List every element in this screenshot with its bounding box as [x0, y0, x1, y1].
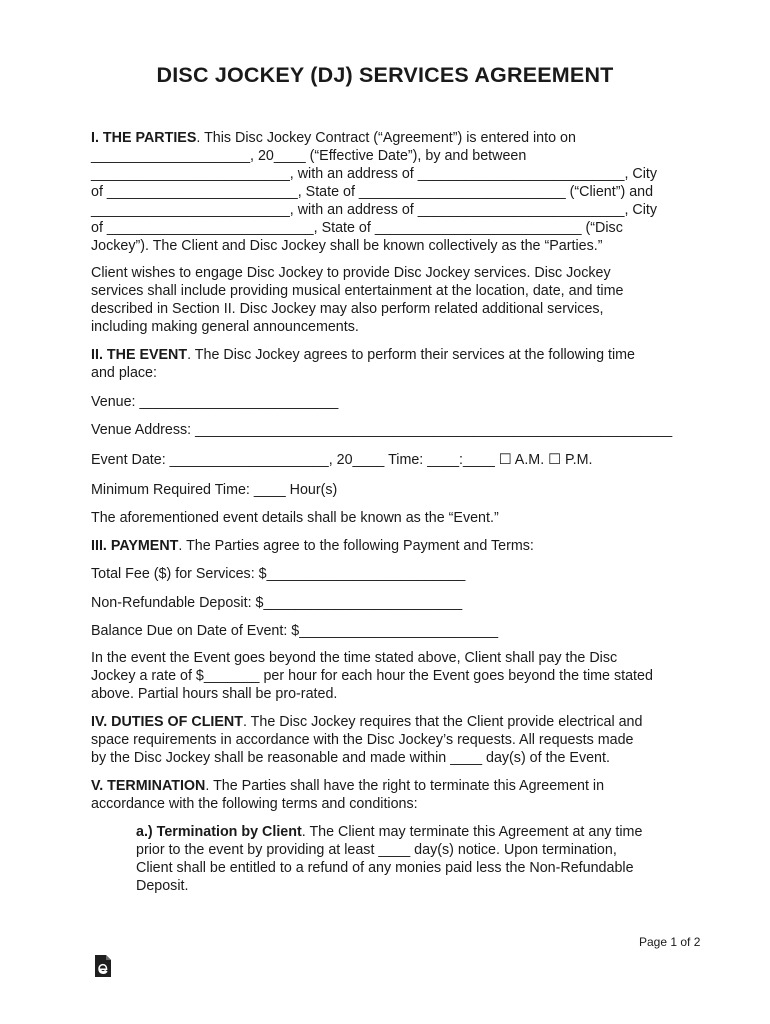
parties-line-7: Jockey”). The Client and Disc Jockey shall be known collectively as the “Parties.” [91, 238, 603, 254]
section-heading-payment: III. PAYMENT [91, 538, 179, 554]
balance-due-field: Balance Due on Date of Event: $_________________________ [91, 623, 499, 639]
subsection-heading-termination-client: a.) Termination by Client [136, 824, 302, 840]
duties-line-3: by the Disc Jockey shall be reasonable and made within ____ day(s) of the Event. [91, 750, 610, 766]
overtime-line-2: Jockey a rate of $_______ per hour for each hour the Event goes beyond the time stated [91, 668, 653, 684]
parties-line-4: of ________________________, State of __________________________ (“Client”) and [91, 184, 654, 200]
termination-client-line-3: Client shall be entitled to a refund of any monies paid less the Non-Refundable [136, 860, 634, 876]
deposit-field: Non-Refundable Deposit: $_________________________ [91, 595, 463, 611]
duties-line-1: IV. DUTIES OF CLIENT. The Disc Jockey requires that the Client provide electrical and [91, 714, 643, 730]
event-line-1: II. THE EVENT. The Disc Jockey agrees to perform their services at the following time [91, 347, 636, 363]
services-line-4: including making general announcements. [91, 319, 359, 335]
section-heading-event: II. THE EVENT [91, 347, 188, 363]
document-title: DISC JOCKEY (DJ) SERVICES AGREEMENT [156, 63, 614, 87]
termination-line-2: accordance with the following terms and conditions: [91, 796, 418, 812]
parties-line-3: _________________________, with an address of __________________________, City [91, 166, 658, 182]
event-definition: The aforementioned event details shall be known as the “Event.” [91, 510, 499, 526]
parties-line-5: _________________________, with an address of __________________________, City [91, 202, 658, 218]
termination-line-1: V. TERMINATION. The Parties shall have the right to terminate this Agreement in [91, 778, 605, 794]
overtime-line-1: In the event the Event goes beyond the time stated above, Client shall pay the Disc [91, 650, 618, 666]
parties-line-1: I. THE PARTIES. This Disc Jockey Contract (“Agreement”) is entered into on [91, 130, 576, 146]
section-heading-duties: IV. DUTIES OF CLIENT [91, 714, 243, 730]
termination-client-line-2: prior to the event by providing at least ____ day(s) notice. Upon termination, [136, 842, 617, 858]
total-fee-field: Total Fee ($) for Services: $_________________________ [91, 566, 466, 582]
venue-address-field: Venue Address: ____________________________________________________________ [91, 422, 673, 438]
venue-field: Venue: _________________________ [91, 394, 339, 410]
section-heading-parties: I. THE PARTIES [91, 130, 197, 146]
services-line-3: described in Section II. Disc Jockey may also perform related additional services, [91, 301, 604, 317]
services-line-2: services shall include providing musical entertainment at the location, date, and time [91, 283, 624, 299]
termination-client-line-4: Deposit. [136, 878, 189, 894]
payment-line-1: III. PAYMENT. The Parties agree to the following Payment and Terms: [91, 538, 534, 554]
overtime-line-3: above. Partial hours shall be pro-rated. [91, 686, 338, 702]
termination-client-line-1: a.) Termination by Client. The Client may terminate this Agreement at any time [136, 824, 643, 840]
eforms-logo-icon [93, 953, 113, 979]
event-line-2: and place: [91, 365, 157, 381]
duties-line-2: space requirements in accordance with the Disc Jockey’s requests. All requests made [91, 732, 634, 748]
parties-line-6: of __________________________, State of __________________________ (“Disc [91, 220, 623, 236]
page-number: Page 1 of 2 [639, 935, 701, 949]
section-heading-termination: V. TERMINATION [91, 778, 206, 794]
event-date-field: Event Date: ____________________, 20____ Time: ____:____ ☐ A.M. ☐ P.M. [91, 452, 593, 468]
parties-line-2: ____________________, 20____ (“Effective Date”), by and between [91, 148, 527, 164]
services-line-1: Client wishes to engage Disc Jockey to provide Disc Jockey services. Disc Jockey [91, 265, 611, 281]
minimum-time-field: Minimum Required Time: ____ Hour(s) [91, 482, 338, 498]
